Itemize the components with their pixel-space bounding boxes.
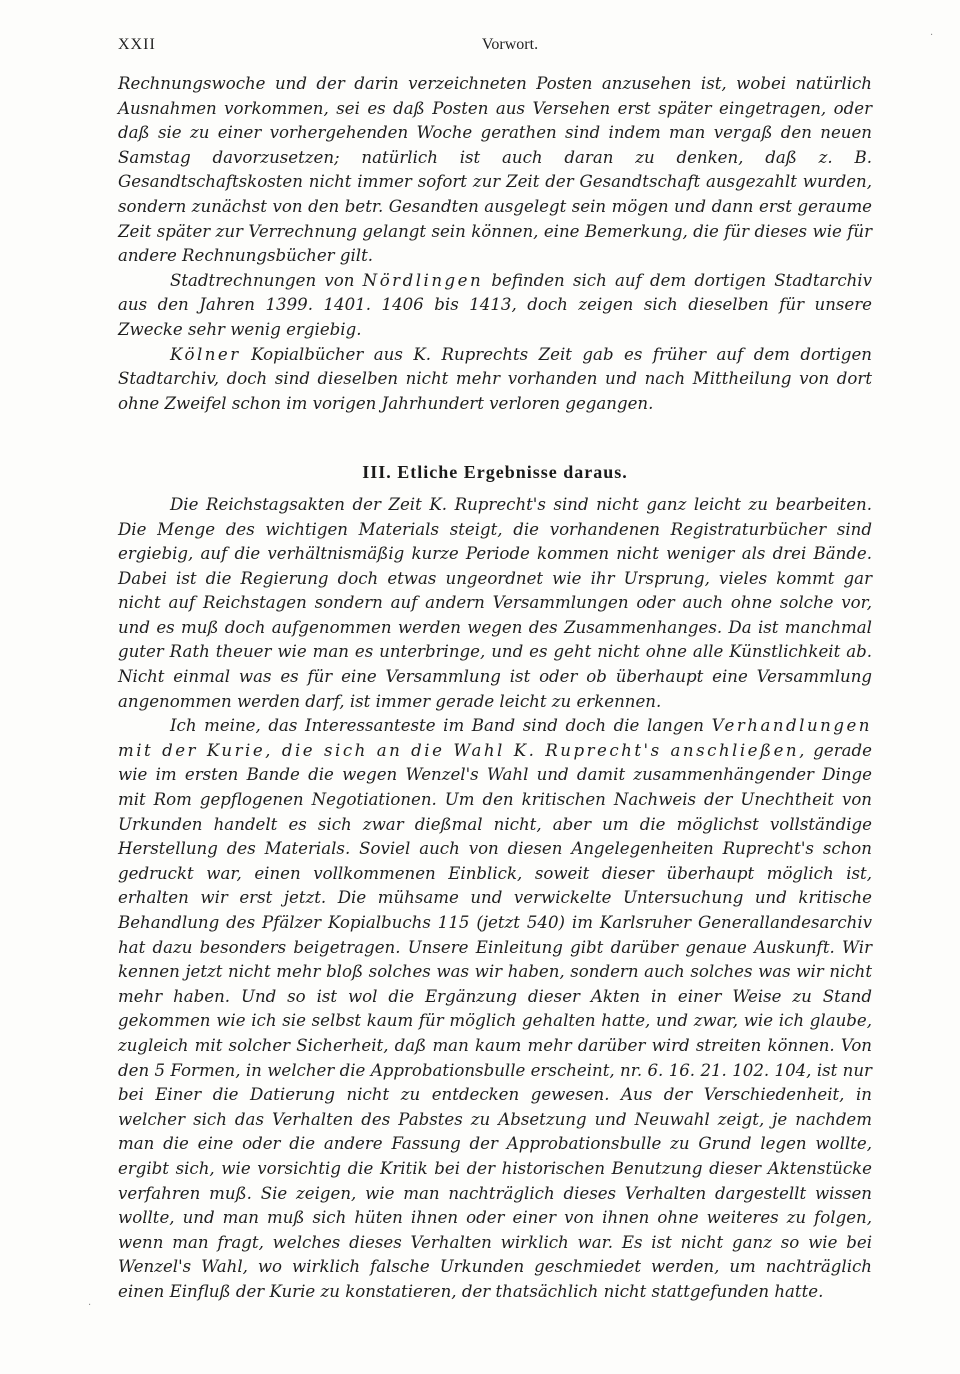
scan-speck: · <box>88 1300 92 1311</box>
paragraph-text: befinden sich auf dem dortigen Stadtarchiv aus den Jahren 1399. 1401. 1406 bis 1413, doch zeigen sich dieselben für unsere Zwecke sehr wenig ergiebig. <box>118 270 872 339</box>
paragraph-text: Kopialbücher aus K. Ruprechts Zeit gab es früher auf dem dortigen Stadtarchiv, doch sind dieselben nicht mehr vorhanden und nach Mittheilung von dort ohne Zweifel schon im vorigen Jahrhundert verloren gegangen. <box>118 344 872 413</box>
running-title: Vorwort. <box>481 36 539 53</box>
spaced-place-name: Nördlingen <box>362 270 484 290</box>
paragraph-text: Ich meine, das Interessanteste im Band sind doch die langen <box>170 716 712 736</box>
page-header <box>118 36 872 58</box>
paragraph-continued: Rechnungswoche und der darin verzeichneten Posten anzusehen ist, wobei natürlich Ausnahmen vorkommen, sei es daß Posten aus Versehen erst später eingetragen, oder daß sie zu einer vorhergehenden Woche gerathen sind indem man vergaß den neuen Samstag davorzusetzen; natürlich ist auch daran zu denken, daß z. B. Gesandtschaftskosten nicht immer sofort zur Zeit der Gesandtschaft ausgezahlt wurden, sondern zunächst von den betr. Gesandten ausgelegt sein mögen und dann erst geraume Zeit später zur Verrechnung gelangt sein können, eine Bemerkung, die für dieses wie für andere Rechnungsbücher gilt. <box>118 74 872 266</box>
paragraph-noerdlingen <box>118 269 872 343</box>
spaced-place-name: Kölner <box>170 344 241 364</box>
scan-speck: · <box>930 30 934 41</box>
section-paragraph-1: Die Reichstagsakten der Zeit K. Ruprecht's sind nicht ganz leicht zu bearbeiten. Die Menge des wichtigen Materials steigt, die vorhandenen Registraturbücher sind ergiebig, auf die verhältnismäßig kurze Periode kommen nicht weniger als drei Bände. Dabei ist die Regierung doch etwas ungeordnet wie ihr Ursprung, vieles kommt gar nicht auf Reichstagen sondern auf andern Versammlungen oder auch ohne solche vor, und es muß doch aufgenommen werden wegen des Zusammenhanges. Da ist manchmal guter Rath theuer wie man es unterbringe, und es geht nicht ohne alle Künstlichkeit ab. Nicht einmal was es für eine Versammlung ist oder ob überhaupt eine Versammlung angenommen werden darf, ist immer gerade leicht zu erkennen. <box>118 494 872 711</box>
section-spacer <box>118 416 872 460</box>
spaced-emphasis: Verhandlungen mit der Kurie, die sich an die Wahl K. Ruprecht's anschließen, <box>118 716 872 760</box>
paragraph-text: Stadtrechnungen von <box>170 270 363 290</box>
page-body <box>118 72 872 1305</box>
section-heading: III. Etliche Ergebnisse daraus. <box>362 462 628 483</box>
paragraph-text: gerade wie im ersten Bande die wegen Wenzel's Wahl und damit zusammenhängender Dinge mit Rom gepflogenen Negotiationen. Um den kritischen Nachweis der Unechtheit von Urkunden handelt es sich zwar dießmal nicht, aber um die möglichst vollständige Herstellung des Materials. Soviel auch von diesen Angelegenheiten Ruprecht's schon gedruckt war, einen vollkommenen Einblick, soweit dieser überhaupt möglich ist, erhalten wir erst jetzt. Die mühsame und verwickelte Untersuchung und kritische Behandlung des Pfälzer Kopialbuchs 115 (jetzt 540) im Karlsruher Generallandesarchiv hat dazu besonders beigetragen. Unsere Einleitung gibt darüber genaue Auskunft. Wir kennen jetzt nicht mehr bloß solches was wir haben, sondern auch solches was wir nicht mehr haben. Und so ist wol die Ergänzung dieser Akten in einer Weise zu Stand gekommen wie ich sie selbst kaum für möglich gehalten hatte, und zwar, wie ich glaube, zugleich mit solcher Sicherheit, daß man kaum mehr darüber wird streiten können. Von den 5 Formen, in welcher die Approbationsbulle erscheint, nr. 6. 16. 21. 102. 104, ist nur bei Einer die Datierung nicht zu entdecken gewesen. Aus der Verschiedenheit, in welcher sich das Verhalten des Pabstes zu Absetzung und Neuwahl zeigt, je nachdem man die eine oder die andere Fassung der Approbationsbulle zu Grund legen wollte, ergibt sich, wie vorsichtig die Kritik bei der historischen Benutzung dieser Aktenstücke verfahren muß. Sie zeigen, wie man nachträglich dieses Verhalten dargestellt wissen wollte, und man muß sich hüten ihnen oder einer von ihnen ohne weiteres zu folgen, wenn man fragt, welches dieses Verhalten wirklich war. Es ist nicht ganz so wie bei Wenzel's Wahl, wo wirklich falsche Urkunden geschmiedet werden, um nachträglich einen Einfluß der Kurie zu konstatieren, der thatsächlich nicht stattgefunden hatte. <box>118 740 872 1301</box>
paragraph-koeln <box>118 343 872 417</box>
page-number: XXII <box>118 36 156 53</box>
section-paragraph-2 <box>118 714 872 1304</box>
